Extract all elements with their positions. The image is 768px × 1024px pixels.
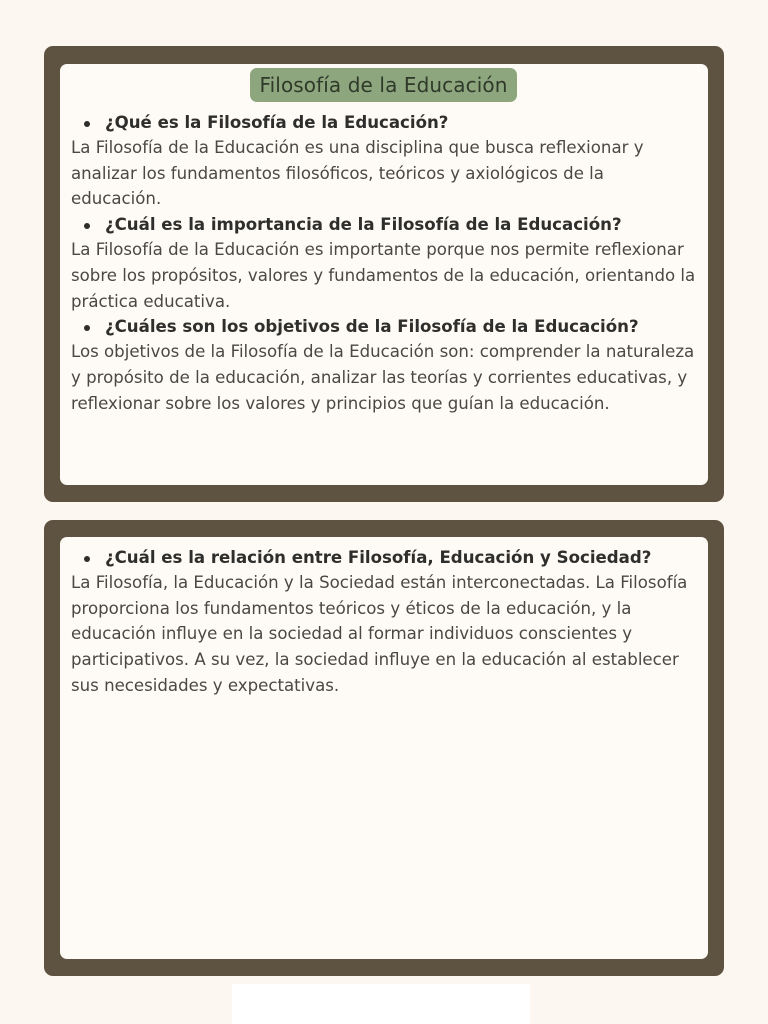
question-1-text: ¿Qué es la Filosofía de la Educación? [105,113,449,132]
bullet-icon [84,223,90,229]
slide-card-1 [44,46,724,502]
slide-content-2 [60,537,708,959]
bullet-icon [84,121,90,127]
answer-2: La Filosofía de la Educación es importante porque nos permite reflexionar sobre los propósitos, valores y fundamentos de la educación, orientando la práctica educativa. [71,240,696,311]
title-wrapper [71,64,696,102]
question-1 [71,110,696,135]
question-4-text: ¿Cuál es la relación entre Filosofía, Educación y Sociedad? [105,548,652,567]
question-2-text: ¿Cuál es la importancia de la Filosofía de la Educación? [105,215,622,235]
question-3 [71,314,696,339]
bullet-icon [84,325,90,331]
answer-4: La Filosofía, la Educación y la Sociedad están interconectadas. La Filosofía proporciona los fundamentos teóricos y éticos de la educación, y la educación influye en la sociedad al formar individuos conscientes y participativos. A su vez, la sociedad influye en la educación al establecer sus necesidades y expectativas. [71,573,688,695]
slide-card-2 [44,520,724,976]
bullet-icon [84,556,90,562]
answer-1: La Filosofía de la Educación es una disciplina que busca reflexionar y analizar los fundamentos filosóficos, teóricos y axiológicos de la educación. [71,138,644,209]
question-4 [71,545,696,570]
footer-placeholder [232,984,530,1024]
answer-3: Los objetivos de la Filosofía de la Educación son: comprender la naturaleza y propósito de la educación, analizar las teorías y corrientes educativas, y reflexionar sobre los valores y principios que guían la educación. [71,342,695,413]
slide-content-1 [60,64,708,485]
question-3-text: ¿Cuáles son los objetivos de la Filosofía de la Educación? [105,317,639,337]
page-title: Filosofía de la Educación [250,68,516,102]
question-2 [71,212,696,237]
